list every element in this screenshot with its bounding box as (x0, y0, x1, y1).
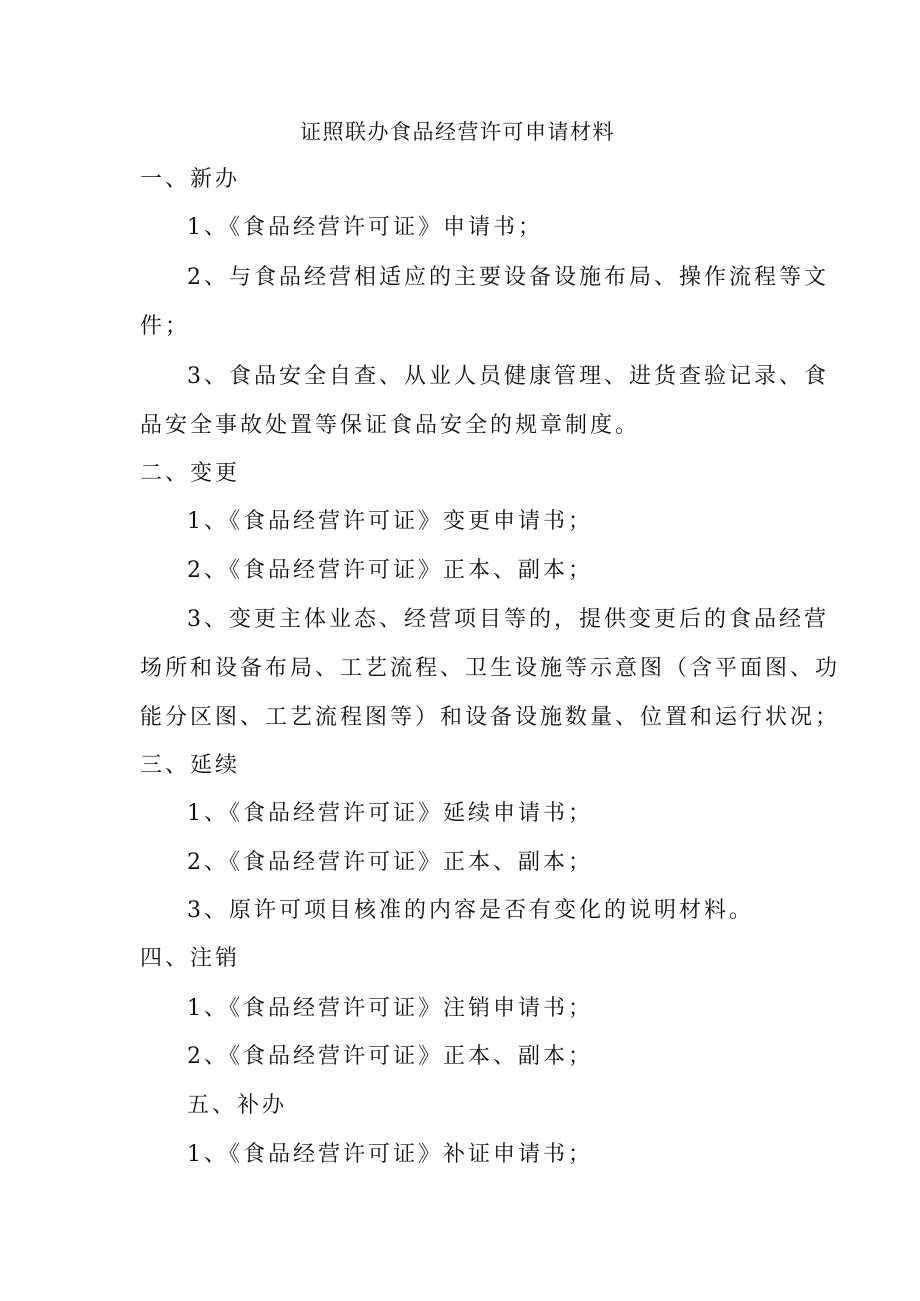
page-title: 证照联办食品经营许可申请材料 (300, 120, 615, 144)
list-item: 2、《食品经营许可证》正本、副本； (187, 1044, 593, 1069)
section-heading-renewal: 三、延续 (140, 753, 241, 778)
list-item: 1、《食品经营许可证》补证申请书； (187, 1142, 593, 1167)
list-item-continuation: 品安全事故处置等保证食品安全的规章制度。 (140, 413, 641, 438)
section-heading-reissue: 五、补办 (187, 1093, 288, 1118)
list-item-continuation: 场所和设备布局、工艺流程、卫生设施等示意图（含平面图、功 (140, 656, 841, 681)
list-item: 2、《食品经营许可证》正本、副本； (187, 558, 593, 583)
list-item: 3、食品安全自查、从业人员健康管理、进货查验记录、食 (187, 364, 829, 389)
list-item-continuation: 能分区图、工艺流程图等）和设备设施数量、位置和运行状况； (140, 705, 841, 730)
list-item: 2、与食品经营相适应的主要设备设施布局、操作流程等文 (187, 265, 829, 290)
list-item: 1、《食品经营许可证》注销申请书； (187, 996, 593, 1021)
section-heading-new: 一、新办 (140, 167, 241, 192)
list-item: 3、变更主体业态、经营项目等的，提供变更后的食品经营 (187, 607, 829, 632)
list-item-continuation: 件； (140, 314, 191, 339)
list-item: 1、《食品经营许可证》申请书； (187, 215, 543, 240)
section-heading-change: 二、变更 (140, 461, 241, 486)
list-item: 1、《食品经营许可证》延续申请书； (187, 801, 593, 826)
list-item: 1、《食品经营许可证》变更申请书； (187, 509, 593, 534)
section-heading-cancel: 四、注销 (140, 946, 241, 971)
list-item: 3、原许可项目核准的内容是否有变化的说明材料。 (187, 898, 754, 923)
list-item: 2、《食品经营许可证》正本、副本； (187, 850, 593, 875)
